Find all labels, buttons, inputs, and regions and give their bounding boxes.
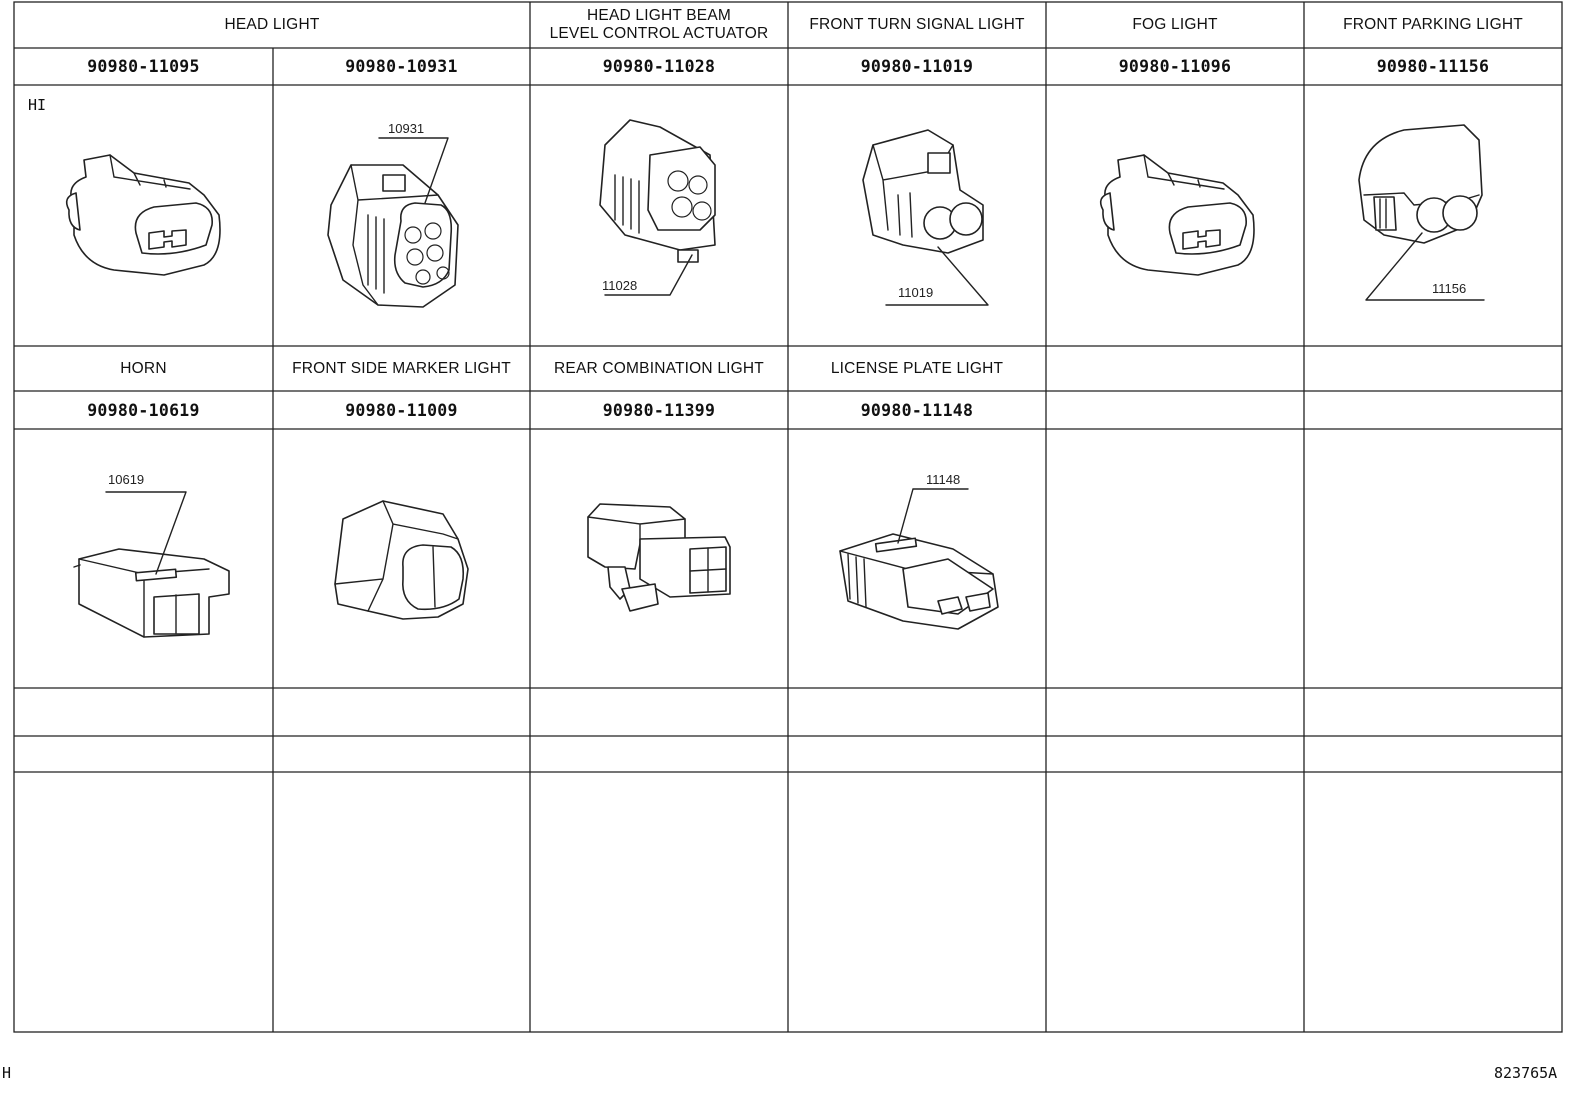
header-front-side-marker	[273, 346, 530, 391]
header-front-turn-signal	[788, 2, 1046, 48]
header-label: FOG LIGHT	[1132, 16, 1218, 33]
connector-drawing-10931	[273, 85, 530, 346]
connector-drawing-11019	[788, 85, 1046, 346]
part-number: 90980-11095	[87, 57, 200, 76]
header-license-plate	[788, 346, 1046, 391]
corner-mark: HI	[28, 96, 47, 114]
callout-label: 11019	[898, 285, 934, 300]
connector-drawing-10619	[14, 429, 273, 688]
connector-drawing-11009	[273, 429, 530, 688]
header-label: FRONT SIDE MARKER LIGHT	[292, 359, 511, 377]
header-label: HEAD LIGHT	[224, 16, 320, 33]
connector-drawing-11399	[530, 429, 788, 688]
header-head-light	[14, 2, 530, 48]
header-label: FRONT PARKING LIGHT	[1343, 16, 1523, 33]
part-number: 90980-11019	[860, 57, 974, 76]
header-front-parking-light	[1304, 2, 1562, 48]
part-number: 90980-11096	[1118, 57, 1232, 76]
footer-left-mark: H	[2, 1064, 12, 1082]
part-number: 90980-11399	[602, 400, 716, 420]
figure-id: 823765A	[1494, 1064, 1558, 1082]
part-number: 90980-11148	[860, 400, 974, 420]
connector-drawing-11096	[1046, 85, 1304, 346]
callout-label: 11148	[926, 472, 961, 487]
connector-drawing-11095	[14, 85, 273, 346]
connector-drawing-11148	[788, 429, 1046, 688]
callout-label: 10619	[108, 472, 145, 487]
header-beam-level-actuator	[530, 2, 788, 48]
part-number: 90980-11156	[1376, 57, 1490, 76]
part-number: 90980-10619	[87, 400, 200, 420]
header-label: FRONT TURN SIGNAL LIGHT	[809, 16, 1025, 33]
part-number: 90980-10931	[345, 57, 458, 76]
callout-label: 11156	[1432, 281, 1467, 296]
header-label: REAR COMBINATION LIGHT	[554, 359, 764, 377]
callout-label: 11028	[602, 278, 638, 293]
connector-drawing-11028	[530, 85, 788, 346]
header-rear-combination	[530, 346, 788, 391]
callout-label: 10931	[388, 121, 425, 136]
header-label: HEAD LIGHT BEAM LEVEL CONTROL ACTUATOR	[549, 7, 769, 42]
connector-drawing-11156	[1304, 85, 1562, 346]
part-number: 90980-11028	[602, 57, 716, 76]
header-label: LICENSE PLATE LIGHT	[830, 359, 1004, 377]
header-horn	[14, 346, 273, 391]
part-number: 90980-11009	[345, 400, 458, 420]
header-fog-light	[1046, 2, 1304, 48]
header-label: HORN	[120, 359, 167, 377]
